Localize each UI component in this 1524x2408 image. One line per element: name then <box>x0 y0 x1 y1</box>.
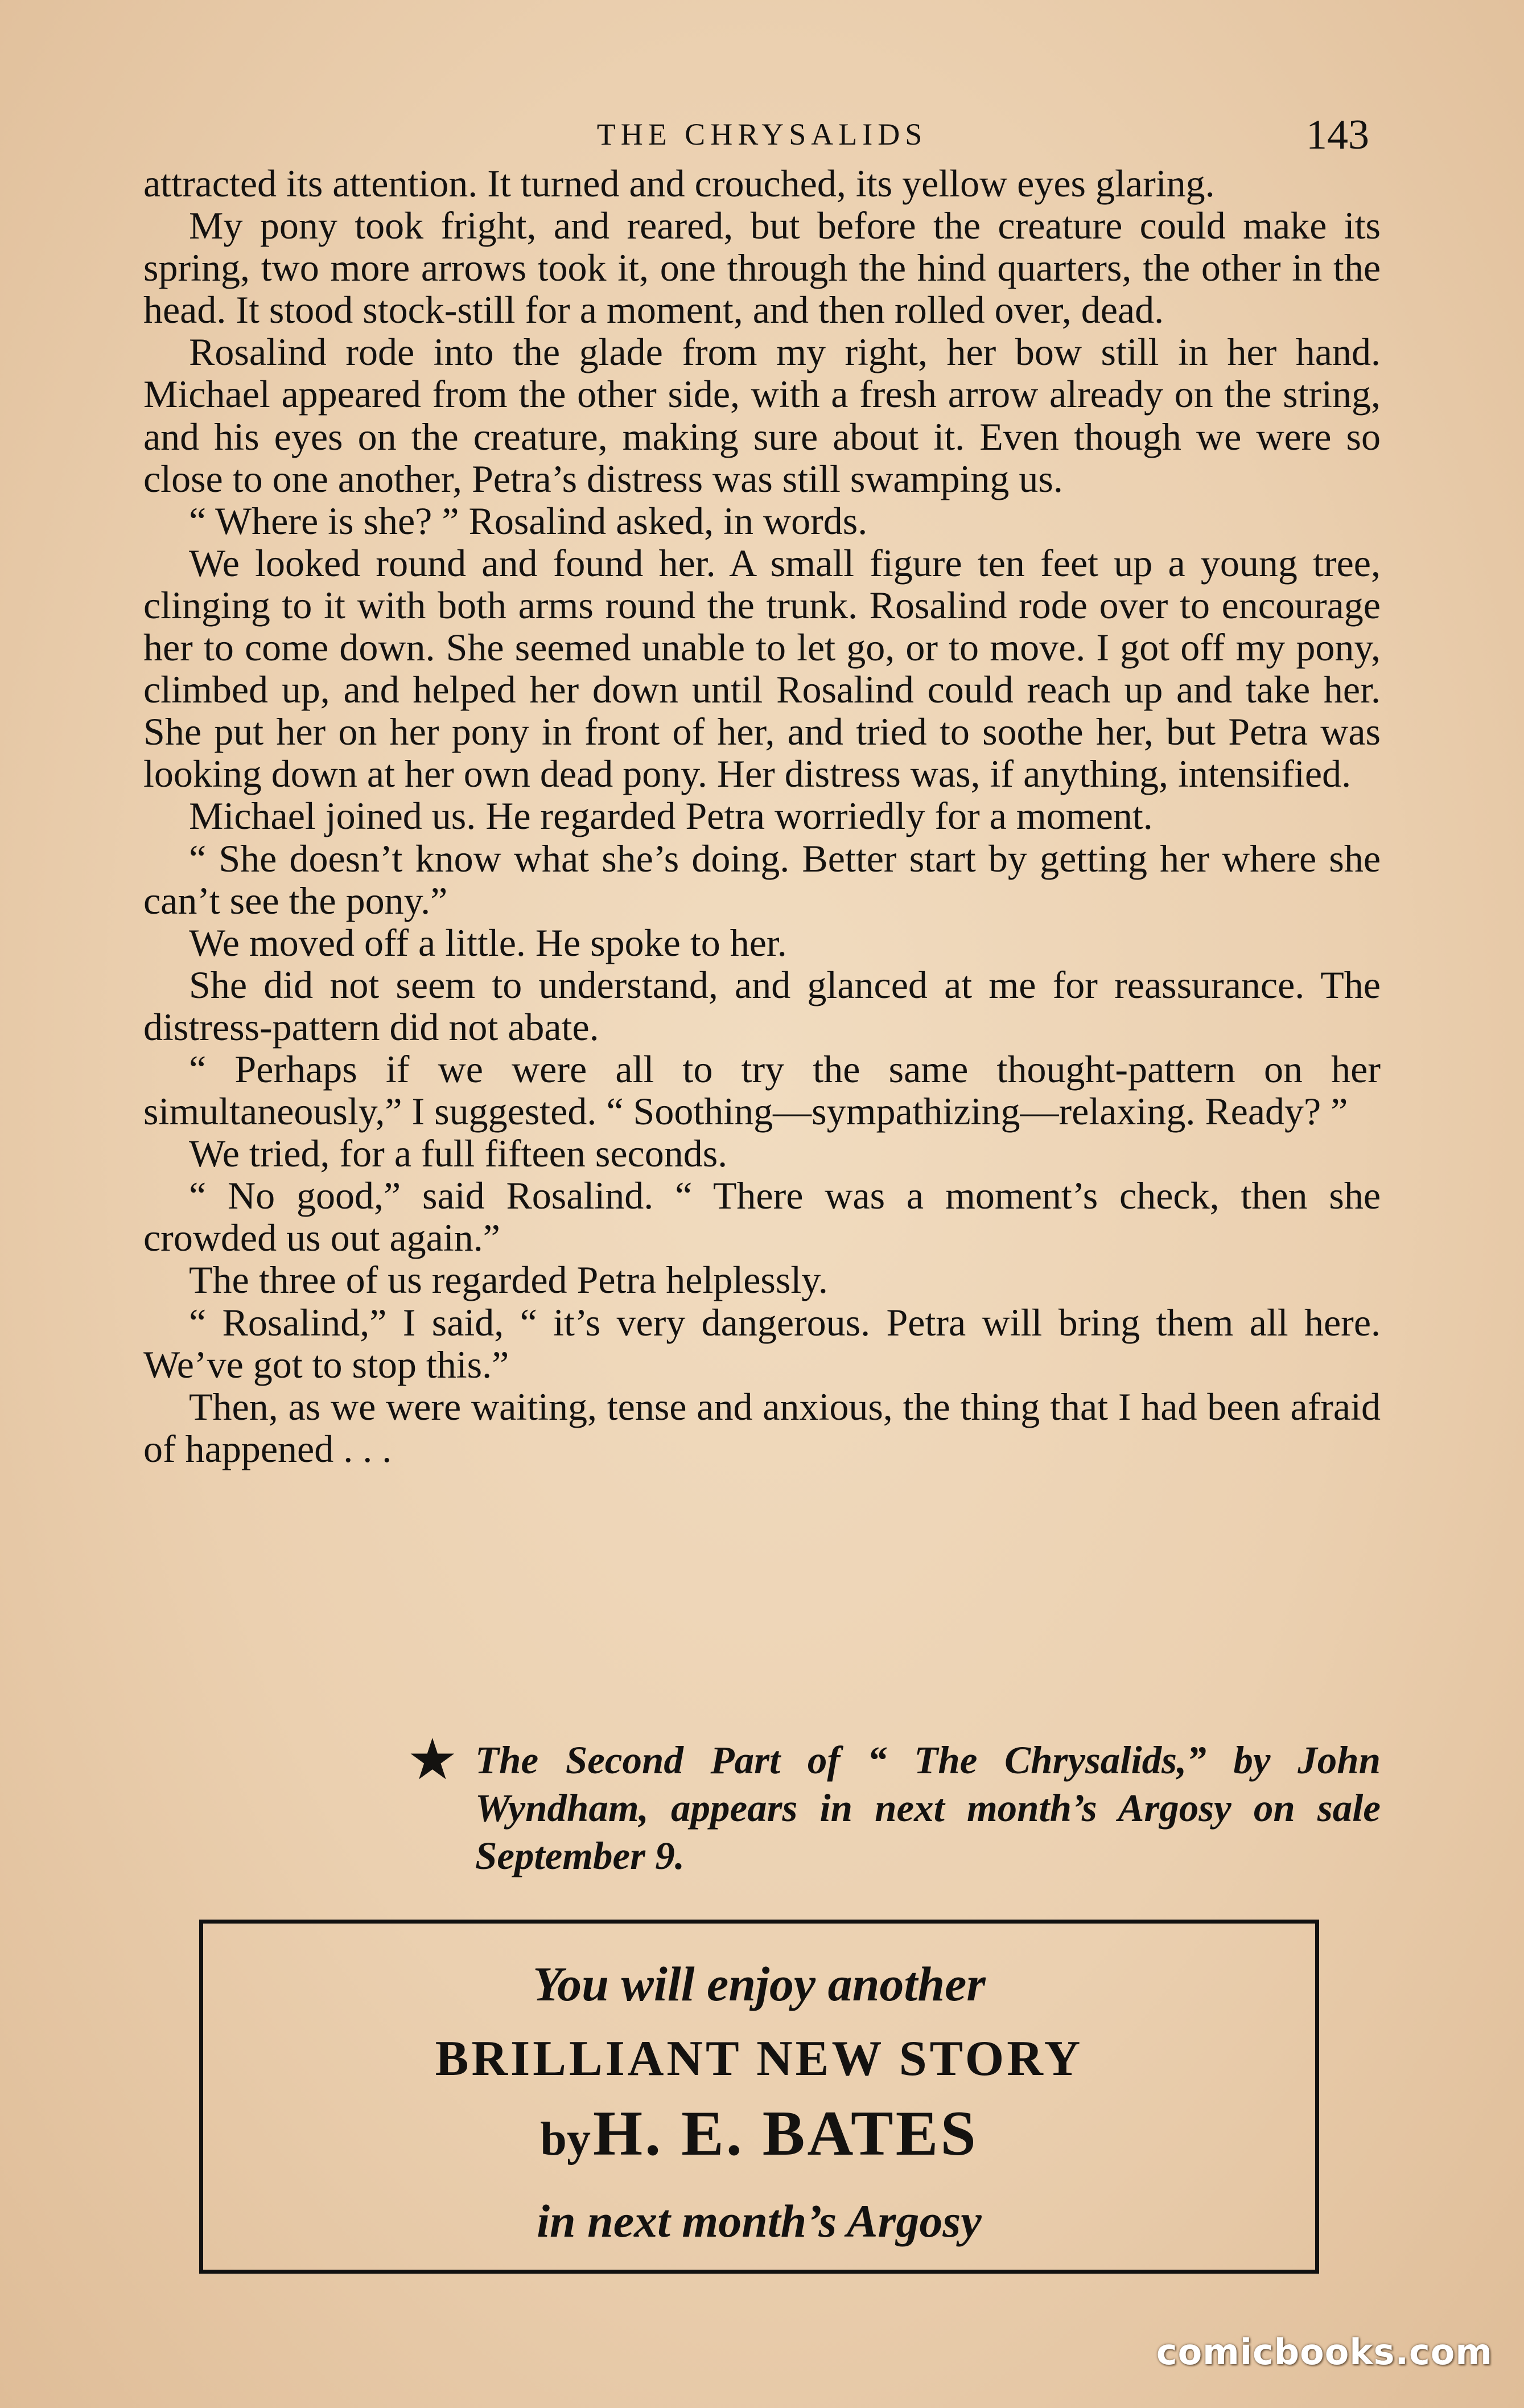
advertisement-box <box>199 1920 1319 2274</box>
paragraph: Michael joined us. He regarded Petra worriedly for a moment. <box>189 794 1153 838</box>
paragraph: “ Where is she? ” Rosalind asked, in words. <box>189 499 868 543</box>
page-number: 143 <box>1306 112 1369 158</box>
continuation-note <box>407 1728 1381 1880</box>
page-header <box>142 111 1382 162</box>
ad-line-4: in next month’s Argosy <box>537 2195 982 2247</box>
paragraph: “ She doesn’t know what she’s doing. Better start by getting her where she can’t see the pony.” <box>143 836 1381 922</box>
continuation-text: The Second Part of “ The Chrysalids,” by John Wyndham, appears in next month’s Argosy on sale September 9. <box>475 1739 1381 1877</box>
ad-author-line <box>203 2097 1315 2171</box>
paragraph: attracted its attention. It turned and crouched, its yellow eyes glaring. <box>143 162 1215 205</box>
ad-by: by <box>540 2113 591 2165</box>
ad-author-name: H. E. BATES <box>592 2098 978 2169</box>
paragraph: She did not seem to understand, and glanced at me for reassurance. The distress-pattern did not abate. <box>143 963 1381 1049</box>
paragraph: Then, as we were waiting, tense and anxious, the thing that I had been afraid of happened . . . <box>143 1384 1381 1470</box>
paragraph: We tried, for a full fifteen seconds. <box>189 1132 728 1176</box>
story-body <box>143 162 1381 1470</box>
paragraph: “ Rosalind,” I said, “ it’s very dangerous. Petra will bring them all here. We’ve got to stop this.” <box>143 1300 1381 1386</box>
star-icon: ★ <box>407 1728 458 1791</box>
paragraph: My pony took fright, and reared, but before the creature could make its spring, two more arrows took it, one through the hind quarters, the other in the head. It stood stock-still for a moment, and then rolled over, dead. <box>143 204 1381 332</box>
watermark: comicbooks.com <box>1156 2331 1493 2373</box>
paragraph: We moved off a little. He spoke to her. <box>189 921 787 964</box>
paragraph: We looked round and found her. A small figure ten feet up a young tree, clinging to it with both arms round the trunk. Rosalind rode over to encourage her to come down. She seemed unable to let go, or to move. I got off my pony, climbed up, and helped her down until Rosalind could reach up and take her. She put her on her pony in front of her, and tried to soothe her, but Petra was looking down at her own dead pony. Her distress was, if anything, intensified. <box>143 541 1381 796</box>
paragraph: Rosalind rode into the glade from my right, her bow still in her hand. Michael appeared from the other side, with a fresh arrow already on the string, and his eyes on the creature, making sure about it. Even though we were so close to one another, Petra’s distress was still swamping us. <box>143 330 1381 500</box>
ad-headline: BRILLIANT NEW STORY <box>435 2031 1084 2086</box>
running-title: THE CHRYSALIDS <box>596 117 928 151</box>
paragraph: The three of us regarded Petra helplessly. <box>189 1258 828 1302</box>
ad-line-1: You will enjoy another <box>533 1957 986 2011</box>
paragraph: “ Perhaps if we were all to try the same thought-pattern on her simultaneously,” I suggested. “ Soothing—sympathizing—relaxing. Ready? ” <box>143 1047 1381 1133</box>
paragraph: “ No good,” said Rosalind. “ There was a moment’s check, then she crowded us out again.” <box>143 1174 1381 1260</box>
